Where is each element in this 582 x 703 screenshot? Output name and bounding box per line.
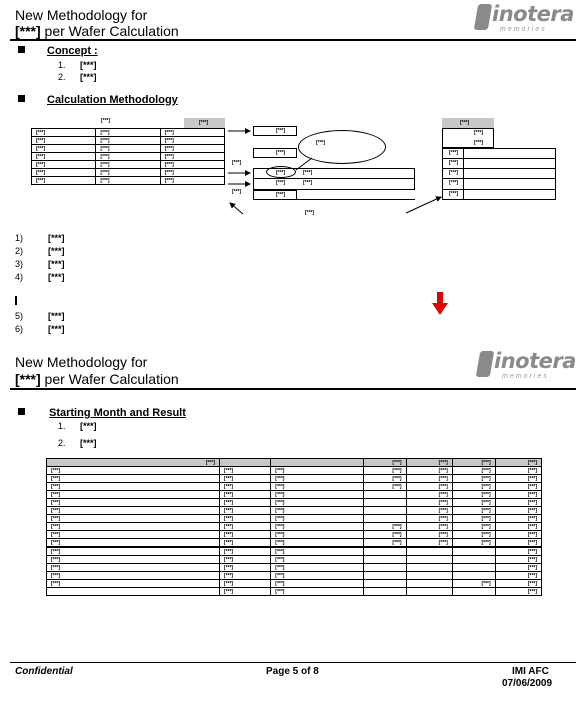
table-cell: [***] [406, 459, 452, 467]
table-row [47, 491, 542, 499]
table-cell: [***] [452, 515, 495, 523]
table-cell [452, 556, 495, 564]
table-cell: [***] [47, 547, 220, 556]
page-title-line1: New Methodology for [15, 354, 148, 370]
table-cell [406, 547, 452, 556]
table-cell: [***] [452, 467, 495, 475]
table-cell: [***] [406, 475, 452, 483]
table-cell: [***] [363, 483, 406, 491]
header-cell-label: [***] [460, 120, 470, 126]
table-cell: [***] [495, 547, 541, 556]
table-cell [363, 491, 406, 499]
table-cell: [***] [406, 467, 452, 475]
table-cell [363, 507, 406, 515]
table-cell: [***] [47, 499, 220, 507]
table-cell [363, 564, 406, 572]
cell: [***] [160, 161, 224, 169]
cell: [***] [160, 169, 224, 177]
cell: [***] [160, 137, 224, 145]
table-cell: [***] [219, 467, 270, 475]
table-cell: [***] [271, 556, 363, 564]
footer-date: 07/06/2009 [502, 678, 553, 689]
cell: [***] [449, 170, 459, 176]
table-cell: [***] [495, 580, 541, 588]
cell: [***] [32, 177, 96, 185]
result-box: [***] [253, 126, 297, 136]
cell: [***] [32, 169, 96, 177]
logo-tagline: memories [502, 373, 549, 380]
table-cell [452, 572, 495, 580]
table-cell [452, 564, 495, 572]
table-cell: [***] [452, 499, 495, 507]
table-cell: [***] [271, 499, 363, 507]
table-cell: [***] [219, 539, 270, 548]
table-cell: [***] [363, 459, 406, 467]
cell: [***] [232, 160, 242, 166]
table-cell: [***] [219, 580, 270, 588]
cell: [***] [449, 150, 459, 156]
diagram-label: [***] [101, 118, 111, 124]
table-cell: [***] [219, 483, 270, 491]
table-cell [363, 547, 406, 556]
cell: [***] [32, 145, 96, 153]
cell: [***] [160, 145, 224, 153]
table-cell [363, 588, 406, 596]
cell: [***] [276, 180, 286, 186]
table-cell: [***] [495, 499, 541, 507]
table-cell [271, 459, 363, 467]
table-cell: [***] [47, 483, 220, 491]
table-cell [363, 515, 406, 523]
table-cell: [***] [271, 523, 363, 531]
table-cell: [***] [406, 515, 452, 523]
list-item: [***] [80, 72, 97, 82]
cell: [***] [303, 170, 313, 176]
table-row [47, 475, 542, 483]
list-number: 1. [58, 421, 66, 431]
table-cell [363, 556, 406, 564]
cell: [***] [232, 189, 242, 195]
table-cell: [***] [47, 523, 220, 531]
table-cell: [***] [452, 507, 495, 515]
table-cell: [***] [406, 523, 452, 531]
step-text: [***] [48, 259, 65, 269]
table-cell: [***] [47, 564, 220, 572]
table-cell: [***] [495, 531, 541, 539]
list-number: 1. [58, 60, 66, 70]
table-row [47, 547, 542, 556]
footer-confidential: Confidential [15, 666, 73, 677]
table-cell: [***] [47, 515, 220, 523]
page-title-line2 [15, 371, 179, 387]
calc-heading: Calculation Methodology [47, 94, 178, 106]
list-item: [***] [80, 60, 97, 70]
table-cell [406, 588, 452, 596]
table-cell: [***] [271, 580, 363, 588]
table-cell: [***] [47, 475, 220, 483]
table-cell [219, 459, 270, 467]
table-cell [406, 556, 452, 564]
table-cell [452, 588, 495, 596]
table-cell: [***] [406, 507, 452, 515]
table-cell: [***] [406, 499, 452, 507]
table-cell: [***] [47, 580, 220, 588]
bottom-label: [***] [305, 210, 315, 216]
table-cell [406, 580, 452, 588]
table-cell: [***] [219, 523, 270, 531]
section-heading: Starting Month and Result [49, 407, 186, 419]
table-cell: [***] [219, 475, 270, 483]
list-number: 2. [58, 438, 66, 448]
table-row [47, 459, 542, 467]
table-cell: [***] [47, 491, 220, 499]
cell: [***] [474, 140, 484, 146]
logo-wordmark: inotera [494, 349, 576, 373]
table-cell: [***] [219, 491, 270, 499]
step-number: 1) [15, 233, 24, 243]
list-number: 2. [58, 72, 66, 82]
title-text: per Wafer Calculation [40, 371, 179, 387]
table-cell: [***] [363, 531, 406, 539]
step-text: [***] [48, 324, 65, 334]
table-cell: [***] [495, 539, 541, 548]
table-cell: [***] [219, 572, 270, 580]
table-cell: [***] [271, 572, 363, 580]
table-cell: [***] [219, 499, 270, 507]
table-cell: [***] [495, 572, 541, 580]
table-cell: [***] [271, 467, 363, 475]
cell: [***] [449, 191, 459, 197]
table-cell [363, 572, 406, 580]
cell: [***] [96, 129, 160, 137]
step-text: [***] [48, 246, 65, 256]
result-box: [***] [253, 190, 297, 200]
table-cell: [***] [219, 588, 270, 596]
table-cell: [***] [495, 475, 541, 483]
table-cell: [***] [495, 523, 541, 531]
table-cell: [***] [495, 483, 541, 491]
results-table [46, 458, 542, 596]
cell: [***] [160, 153, 224, 161]
cell: [***] [449, 160, 459, 166]
table-cell: [***] [452, 491, 495, 499]
table-cell: [***] [219, 547, 270, 556]
cell: [***] [96, 177, 160, 185]
logo-mark-icon [476, 351, 495, 377]
footer-org: IMI AFC [512, 666, 549, 677]
table-cell: [***] [219, 531, 270, 539]
result-box: [***] [253, 148, 297, 158]
table-cell: [***] [452, 475, 495, 483]
table-row [47, 515, 542, 523]
table-cell: [***] [495, 507, 541, 515]
table-cell: [***] [271, 491, 363, 499]
table-cell [363, 580, 406, 588]
redacted-text: [***] [15, 371, 41, 387]
step-text: [***] [48, 272, 65, 282]
table-row [47, 564, 542, 572]
step-text: [***] [48, 233, 65, 243]
footer-rule [10, 662, 576, 663]
text-cursor [15, 296, 17, 305]
cell: [***] [96, 169, 160, 177]
page-title-line1: New Methodology for [15, 7, 148, 23]
redacted-text: [***] [15, 23, 41, 39]
logo-wordmark: inotera [492, 2, 574, 26]
table-cell [406, 564, 452, 572]
cell: [***] [96, 153, 160, 161]
logo-tagline: memories [500, 26, 547, 33]
down-arrow-icon [432, 292, 448, 316]
cell: [***] [96, 145, 160, 153]
table-cell: [***] [406, 531, 452, 539]
cell: [***] [32, 161, 96, 169]
footer-page-number: Page 5 of 8 [266, 666, 319, 677]
cell: [***] [303, 180, 313, 186]
table-cell: [***] [495, 467, 541, 475]
cell: [***] [160, 177, 224, 185]
list-item: [***] [80, 438, 97, 448]
table-row [47, 531, 542, 539]
table-cell: [***] [271, 539, 363, 548]
table-row [47, 556, 542, 564]
table-cell: [***] [271, 531, 363, 539]
table-cell: [***] [363, 467, 406, 475]
table-cell: [***] [271, 588, 363, 596]
table-cell: [***] [406, 539, 452, 548]
header-cell-label: [***] [199, 120, 209, 126]
table-cell: [***] [406, 491, 452, 499]
table-cell: [***] [271, 547, 363, 556]
table-cell: [***] [452, 483, 495, 491]
table-cell: [***] [219, 564, 270, 572]
step-number: 3) [15, 259, 24, 269]
step-number: 4) [15, 272, 24, 282]
table-cell: [***] [363, 475, 406, 483]
table-cell: [***] [452, 459, 495, 467]
table-cell: [***] [406, 483, 452, 491]
table-row [47, 572, 542, 580]
table-row [47, 580, 542, 588]
cell: [***] [96, 161, 160, 169]
concept-heading: Concept : [47, 45, 98, 57]
table-cell: [***] [452, 523, 495, 531]
table-cell: [***] [495, 556, 541, 564]
step-number: 5) [15, 311, 24, 321]
table-cell [363, 499, 406, 507]
cell: [***] [32, 137, 96, 145]
diagram-arrows [0, 0, 582, 230]
cell: [***] [96, 137, 160, 145]
table-row [47, 507, 542, 515]
table-row [47, 539, 542, 548]
table-cell: [***] [363, 523, 406, 531]
table-cell: [***] [271, 483, 363, 491]
table-cell: [***] [271, 515, 363, 523]
bullet-icon [18, 408, 25, 415]
list-item: [***] [80, 421, 97, 431]
table-row [47, 588, 542, 596]
cell: [***] [276, 170, 286, 176]
table-row [47, 483, 542, 491]
table-cell: [***] [219, 507, 270, 515]
table-cell: [***] [47, 467, 220, 475]
table-cell: [***] [47, 459, 220, 467]
table-cell: [***] [271, 507, 363, 515]
header-rule [10, 388, 576, 390]
table-cell: [***] [47, 507, 220, 515]
table-cell: [***] [47, 556, 220, 564]
table-cell: [***] [495, 588, 541, 596]
callout-text: [***] [316, 140, 326, 146]
table-cell: [***] [495, 459, 541, 467]
table-cell [47, 588, 220, 596]
table-cell: [***] [219, 556, 270, 564]
cell: [***] [474, 130, 484, 136]
step-number: 6) [15, 324, 24, 334]
table-cell: [***] [452, 580, 495, 588]
table-row [47, 499, 542, 507]
step-number: 2) [15, 246, 24, 256]
table-cell: [***] [495, 491, 541, 499]
table-cell: [***] [363, 539, 406, 548]
table-cell [452, 547, 495, 556]
cell: [***] [32, 153, 96, 161]
table-cell: [***] [47, 539, 220, 548]
cell: [***] [449, 180, 459, 186]
table-row [47, 523, 542, 531]
table-cell: [***] [452, 531, 495, 539]
table-cell: [***] [47, 531, 220, 539]
table-cell: [***] [452, 539, 495, 548]
cell: [***] [32, 129, 96, 137]
table-cell: [***] [219, 515, 270, 523]
cell: [***] [160, 129, 224, 137]
step-text: [***] [48, 311, 65, 321]
title-text: per Wafer Calculation [40, 23, 179, 39]
table-cell: [***] [495, 564, 541, 572]
table-cell: [***] [271, 475, 363, 483]
table-cell: [***] [271, 564, 363, 572]
table-cell: [***] [495, 515, 541, 523]
table-cell: [***] [47, 572, 220, 580]
table-cell [406, 572, 452, 580]
table-row [47, 467, 542, 475]
